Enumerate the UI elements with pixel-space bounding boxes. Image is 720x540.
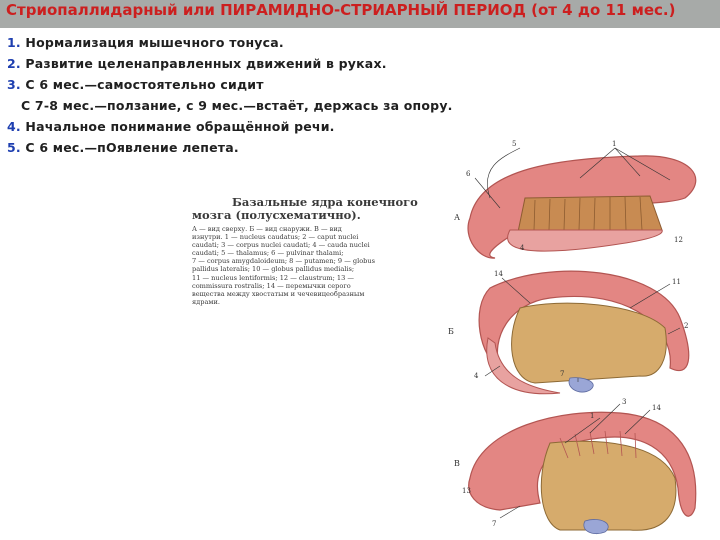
label-number: 11 — [672, 278, 681, 286]
label-number: 14 — [652, 404, 661, 412]
item-text: С 6 мес.—самостоятельно сидит — [25, 77, 264, 92]
label-number: 1 — [590, 412, 595, 420]
label-number: 5 — [512, 140, 517, 148]
list-item — [7, 74, 707, 95]
panel-c-diagram — [454, 398, 696, 534]
caption-line: caudati; 3 — corpus nuclei caudati; 4 — cauda nuclei — [192, 241, 370, 250]
item-number: 5. — [7, 140, 21, 155]
list-item — [7, 32, 707, 53]
panel-a-diagram — [454, 140, 696, 258]
caudate-tail-shape — [508, 230, 663, 251]
label-number: 4 — [520, 244, 525, 252]
label-number: 1 — [612, 140, 617, 148]
figure-caption — [192, 196, 442, 306]
label-number: 14 — [494, 270, 503, 278]
panel-label-c: В — [454, 459, 460, 468]
item-number: 4. — [7, 119, 21, 134]
label-number: 12 — [674, 236, 683, 244]
caption-line: 11 — nucleus lentiformis; 12 — claustrum; 13 — — [192, 273, 354, 282]
caption-line: caudati; 5 — thalamus; 6 — pulvinar thalami; — [192, 249, 344, 258]
list-item — [7, 116, 707, 137]
item-text: С 7-8 мес.—ползание, с 9 мес.—встаёт, держась за опору. — [21, 98, 453, 113]
item-text: Нормализация мышечного тонуса. — [25, 35, 284, 50]
label-number: 3 — [622, 398, 627, 406]
caption-line: 7 — corpus amygdaloideum; 8 — putamen; 9 — globus — [192, 257, 376, 266]
caption-line: вещества между хвостатым и чечевицеобразным — [192, 289, 365, 298]
panel-b-diagram — [448, 270, 689, 394]
list-item — [7, 53, 707, 74]
lentiform-nucleus-shape — [541, 441, 676, 530]
panel-label-a: А — [454, 213, 461, 222]
caption-line: изнутри. 1 — nucleus caudatus; 2 — caput nuclei — [192, 233, 359, 242]
basal-ganglia-illustration — [440, 138, 720, 538]
caption-line: pallidus lateralis; 10 — globus pallidus medialis; — [192, 265, 355, 274]
label-number: 2 — [684, 322, 689, 330]
slide-title: Стриопаллидарный или ПИРАМИДНО-СТРИАРНЫЙ ПЕРИОД (от 4 до 11 мес.) — [6, 1, 676, 19]
label-number: 6 — [466, 170, 471, 178]
caption-line: А — вид сверху. Б — вид снаружи. В — вид — [192, 225, 342, 233]
panel-label-b: Б — [448, 327, 454, 336]
title-bar — [0, 0, 720, 28]
caption-line: ядрами. — [192, 297, 220, 306]
item-text: Начальное понимание обращённой речи. — [25, 119, 335, 134]
figure-title-line-2: мозга (полусхематично). — [192, 208, 361, 222]
item-text: С 6 мес.—пОявление лепета. — [25, 140, 239, 155]
label-number: 7 — [560, 370, 565, 378]
figure-title-line-1: Базальные ядра конечного — [232, 195, 418, 209]
item-number: 2. — [7, 56, 21, 71]
list-item-continuation — [7, 95, 707, 116]
label-number: 4 — [474, 372, 479, 380]
amygdala-shape — [584, 519, 608, 533]
label-number: 7 — [492, 520, 497, 528]
item-number: 3. — [7, 77, 21, 92]
caption-body — [192, 225, 442, 306]
caption-line: commissura rostralis; 14 — перемычки серого — [192, 281, 351, 290]
label-number: 13 — [462, 487, 471, 495]
item-number: 1. — [7, 35, 21, 50]
lentiform-nucleus-shape — [512, 303, 667, 383]
item-text: Развитие целенаправленных движений в руках. — [25, 56, 387, 71]
